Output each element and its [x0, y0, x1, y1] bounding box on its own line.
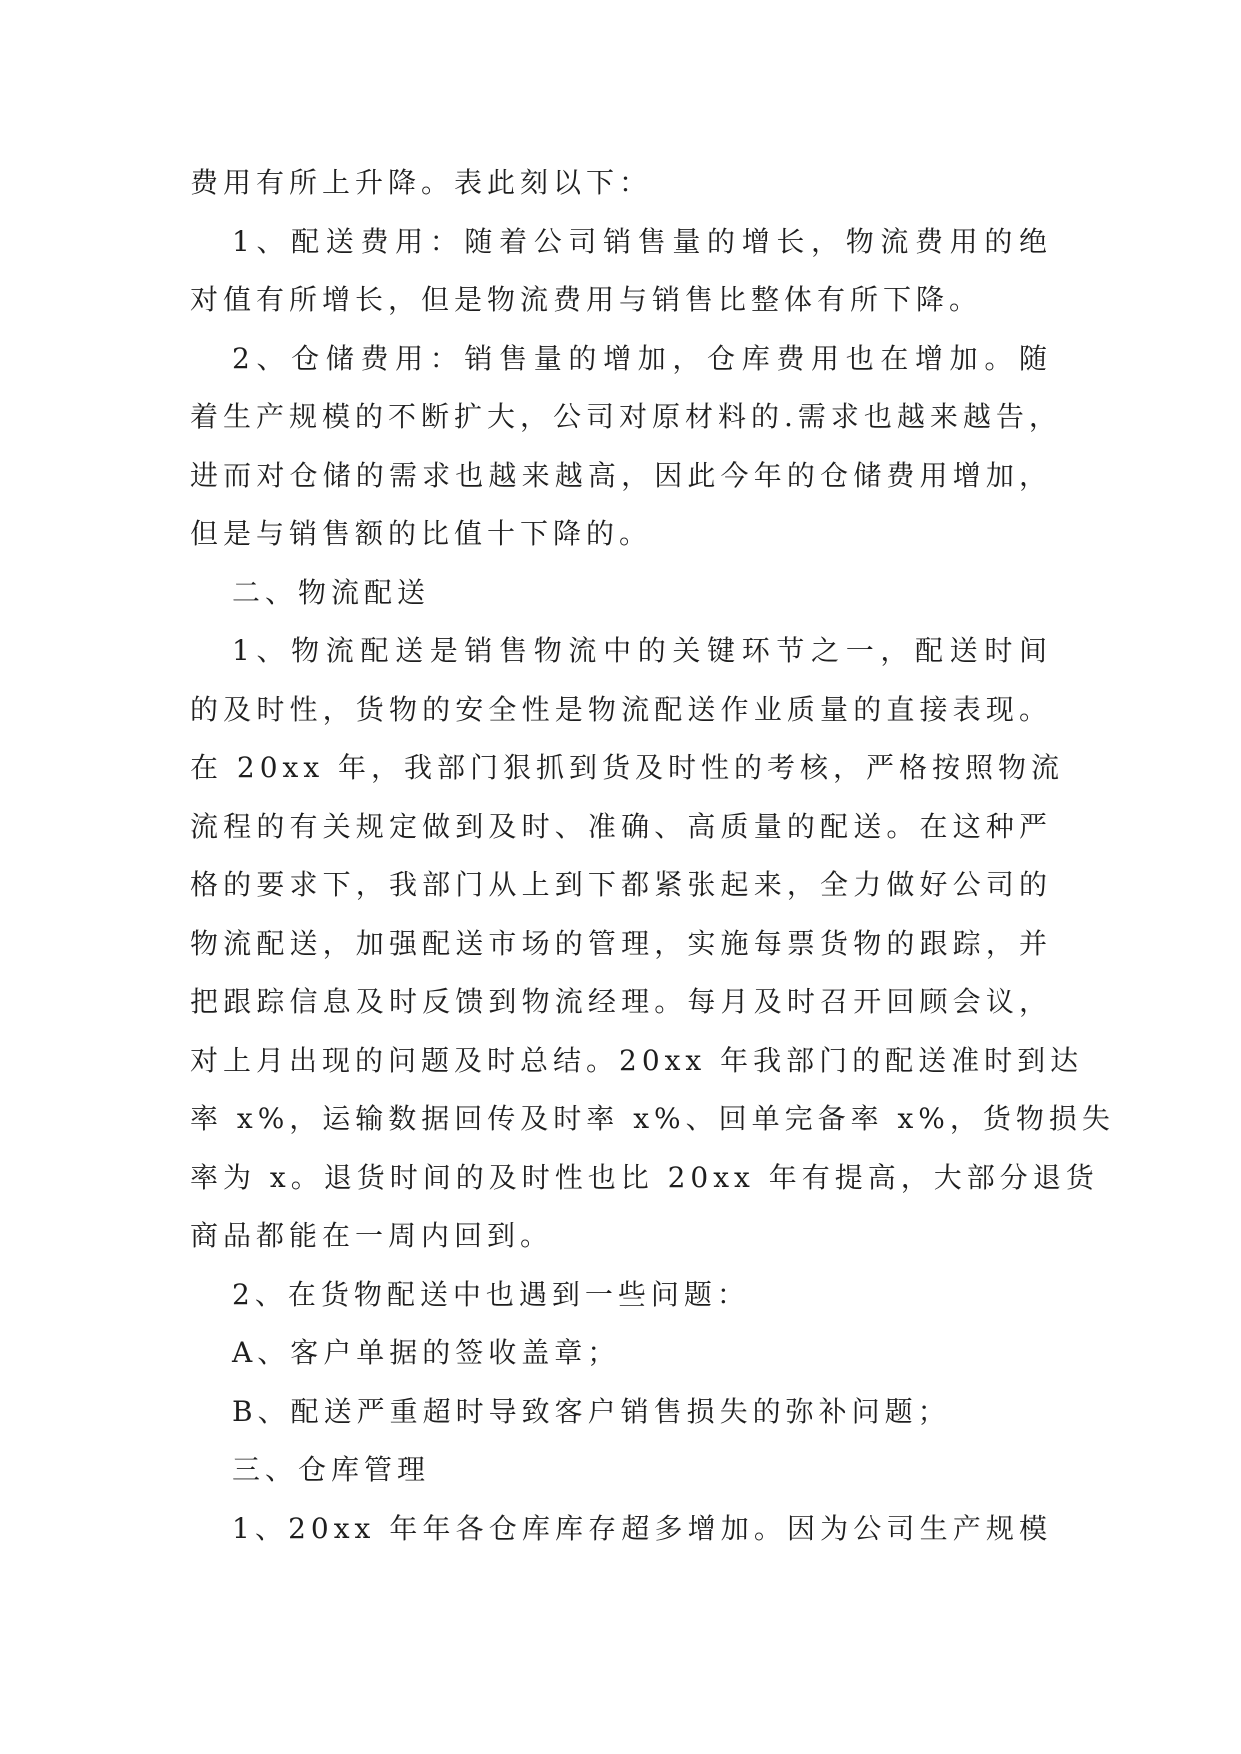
- paragraph-line: 1、配送费用：随着公司销售量的增长，物流费用的绝: [232, 224, 1052, 258]
- paragraph-line: 费用有所上升降。表此刻以下：: [190, 166, 653, 199]
- paragraph-problems-intro: [190, 1266, 1052, 1325]
- paragraph-line: 商品都能在一周内回到。: [190, 1219, 554, 1252]
- paragraph-line: 1、20xx 年年各仓库库存超多增加。因为公司生产规模: [232, 1511, 1052, 1545]
- paragraph-storage-cost: [190, 330, 1062, 564]
- paragraph-line: 但是与销售额的比值十下降的。: [190, 517, 653, 550]
- section-heading: [190, 1441, 1052, 1500]
- paragraph-logistics-delivery: [190, 622, 1115, 1266]
- section-heading: [190, 564, 1052, 623]
- paragraph-line: 进而对仓储的需求也越来越高，因此今年的仓储费用增加，: [190, 458, 1052, 492]
- paragraph-line: 在 20xx 年，我部门狠抓到货及时性的考核，严格按照物流: [190, 751, 1065, 784]
- paragraph-line: 流程的有关规定做到及时、准确、高质量的配送。在这种严: [190, 809, 1052, 843]
- section-heading-text: 三、仓库管理: [232, 1453, 431, 1486]
- paragraph-line: 对上月出现的问题及时总结。20xx 年我部门的配送准时到达: [190, 1043, 1084, 1077]
- list-item-text: B、配送严重超时导致客户销售损失的弥补问题；: [232, 1394, 951, 1428]
- paragraph-line: 的及时性，货物的安全性是物流配送作业质量的直接表现。: [190, 692, 1052, 726]
- paragraph-line: 率 x%，运输数据回传及时率 x%、回单完备率 x%，货物损失: [190, 1102, 1115, 1135]
- paragraph-line: 对值有所增长，但是物流费用与销售比整体有所下降。: [190, 283, 983, 316]
- paragraph-line: 1、物流配送是销售物流中的关键环节之一，配送时间: [232, 634, 1052, 667]
- list-item-text: A、客户单据的签收盖章；: [232, 1336, 621, 1369]
- paragraph-line: 把跟踪信息及时反馈到物流经理。每月及时召开回顾会议，: [190, 985, 1052, 1018]
- paragraph-warehouse: [190, 1500, 1052, 1559]
- paragraph-line: 着生产规模的不断扩大，公司对原材料的.需求也越来越告，: [190, 400, 1062, 433]
- paragraph-line: 率为 x。退货时间的及时性也比 20xx 年有提高，大部分退货: [190, 1160, 1099, 1194]
- paragraph-line: 物流配送，加强配送市场的管理，实施每票货物的跟踪，并: [190, 926, 1052, 960]
- list-item: [190, 1383, 1052, 1442]
- paragraph-delivery-cost: [190, 213, 1052, 330]
- document-body: [190, 154, 1115, 1558]
- paragraph-line: 2、在货物配送中也遇到一些问题：: [232, 1277, 750, 1311]
- paragraph-line: 2、仓储费用：销售量的增加，仓库费用也在增加。随: [232, 341, 1052, 375]
- list-item: [190, 1324, 1052, 1383]
- paragraph: [190, 154, 1052, 213]
- section-heading-text: 二、物流配送: [232, 575, 431, 609]
- paragraph-line: 格的要求下，我部门从上到下都紧张起来，全力做好公司的: [190, 868, 1052, 901]
